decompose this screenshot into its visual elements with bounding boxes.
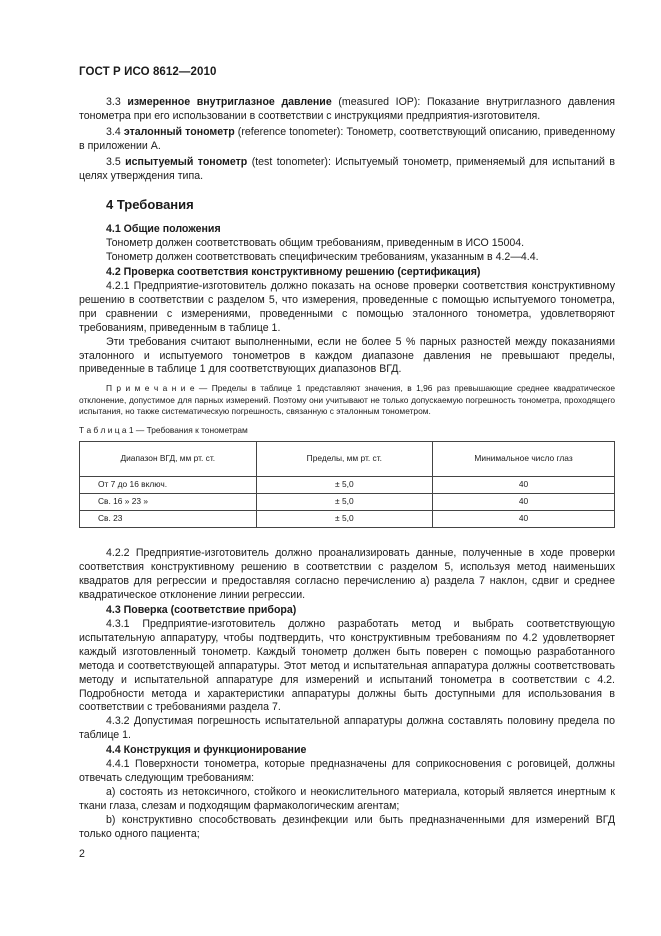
- subsection-4-1-heading: 4.1 Общие положения: [106, 223, 221, 236]
- table-header-cell: Пределы, мм рт. ст.: [256, 442, 433, 477]
- note: [79, 383, 615, 417]
- table-cell: 40: [433, 477, 615, 494]
- table-header-row: [80, 442, 615, 477]
- document-body: [79, 96, 615, 841]
- paragraph-4-2-2: 4.2.2 Предприятие-изготовитель должно проанализировать данные, полученные в ходе проверки соответствия конструктивному решению в соответствии с разделом 5, используя метод наименьших квадратов для регрессии и предоставляя согласно перечислению а) раздела 7 наклон, сдвиг и среднее квадратическое отклонение линии регрессии.: [79, 547, 615, 602]
- definition-3-3: [79, 96, 615, 124]
- page-number: 2: [79, 848, 85, 860]
- definition-3-4: [79, 126, 615, 154]
- table-caption: [79, 424, 615, 438]
- definition-text: (test tonometer): Испытуемый тонометр, применяемый для испытаний в целях утверждения типа.: [79, 155, 615, 182]
- document-header: ГОСТ Р ИСО 8612—2010: [79, 66, 217, 78]
- paragraph-4-3-2: 4.3.2 Допустимая погрешность испытательной аппаратуры должна составлять половину предела по таблице 1.: [79, 715, 615, 742]
- paragraph-4-3-1: 4.3.1 Предприятие-изготовитель должно разработать метод и выбрать соответствующую испытательную аппаратуру, чтобы подтвердить, что конструктивным требованиям по 4.2 удовлетворяет каждый изготовленный тонометр. Каждый тонометр должен быть поверен с помощью разработанного метода и соответствующей аппаратуры. Этот метод и испытательная аппаратура должны соответствовать методу и испытательной аппаратуре для измерений и испытаний тонометра в соответствии с 4.2. Подробности метода и характеристики аппаратуры должны быть доступными для использования в соответствии с требованиями раздела 7.: [79, 617, 615, 714]
- paragraph-4-4-1: 4.4.1 Поверхности тонометра, которые предназначены для соприкосновения с роговицей, должны отвечать следующим требованиям:: [79, 758, 615, 784]
- table-row: [80, 511, 615, 528]
- definition-term: измеренное внутриглазное давление: [127, 96, 332, 108]
- table-cell: ± 5,0: [256, 511, 433, 528]
- note-text: — Пределы в таблице 1 представляют значения, в 1,96 раз превышающие среднее квадратическое отклонение, допустимое для парных измерений. Поэтому они учитывают не только допускаемую погрешность тонометра, проходящего испытания, но также систематическую погрешность, связанную с эталонным тонометром.: [79, 383, 616, 417]
- paragraph: Тонометр должен соответствовать общим требованиям, приведенным в ИСО 15004.: [106, 237, 525, 250]
- subsection-4-4-heading: 4.4 Конструкция и функционирование: [106, 744, 307, 757]
- definition-number: 3.3: [106, 96, 121, 108]
- definition-3-5: [79, 156, 615, 184]
- table-cell: 40: [433, 511, 615, 528]
- list-item-a: а) состоять из нетоксичного, стойкого и неокислительного материала, который является инертным к ткани глаза, слезам и подходящим фармакологическим агентам;: [79, 785, 615, 812]
- table-caption-label: Т а б л и ц а: [79, 424, 127, 435]
- definition-number: 3.5: [106, 155, 121, 168]
- table-cell: 40: [433, 494, 615, 511]
- table-cell: Св. 16 » 23 »: [80, 494, 257, 511]
- table-row: [80, 477, 615, 494]
- definition-text: (measured IOP): Показание внутриглазного давления тонометра при его использовании в соответствии с инструкциями предприятия-изготовителя.: [79, 96, 615, 122]
- table-header-cell: Минимальное число глаз: [433, 442, 615, 477]
- requirements-table: [79, 441, 615, 528]
- list-item-b: b) конструктивно способствовать дезинфекции или быть предназначенными для измерений ВГД только одного пациента;: [79, 813, 615, 840]
- definition-term: эталонный тонометр: [123, 125, 235, 138]
- definition-term: испытуемый тонометр: [125, 155, 248, 168]
- table-cell: Св. 23: [80, 511, 257, 528]
- table-caption-text: 1 — Требования к тонометрам: [126, 424, 248, 435]
- section-4-heading: 4 Требования: [106, 197, 194, 213]
- table-cell: ± 5,0: [256, 477, 433, 494]
- paragraph-4-2-1: 4.2.1 Предприятие-изготовитель должно показать на основе проверки соответствия конструктивному решению в соответствии с разделом 5, что измерения, проведенные с помощью испытуемого тонометра, при сравнении с измерениями, проведенными с помощью эталонного тонометра, удовлетворяют требованиям, приведенным в таблице 1.: [79, 279, 615, 334]
- definition-number: 3.4: [106, 125, 121, 138]
- table-cell: ± 5,0: [256, 494, 433, 511]
- definition-text: (reference tonometer): Тонометр, соответствующий описанию, приведенному в приложении А.: [79, 125, 615, 152]
- paragraph: Эти требования считают выполненными, если не более 5 % парных разностей между показаниями эталонного и испытуемого тонометров в каждом диапазоне давления не превышают пределы, приведенные в таблице 1 для соответствующих диапазонов ВГД.: [79, 335, 615, 376]
- subsection-4-3-heading: 4.3 Поверка (соответствие прибора): [106, 604, 297, 617]
- table-header-cell: Диапазон ВГД, мм рт. ст.: [80, 442, 257, 477]
- subsection-4-2-heading: 4.2 Проверка соответствия конструктивному решению (сертификация): [106, 266, 481, 279]
- table-row: [80, 494, 615, 511]
- note-label: П р и м е ч а н и е: [106, 383, 195, 394]
- table-cell: От 7 до 16 включ.: [80, 477, 257, 494]
- paragraph: Тонометр должен соответствовать специфическим требованиям, указанным в 4.2—4.4.: [106, 251, 539, 264]
